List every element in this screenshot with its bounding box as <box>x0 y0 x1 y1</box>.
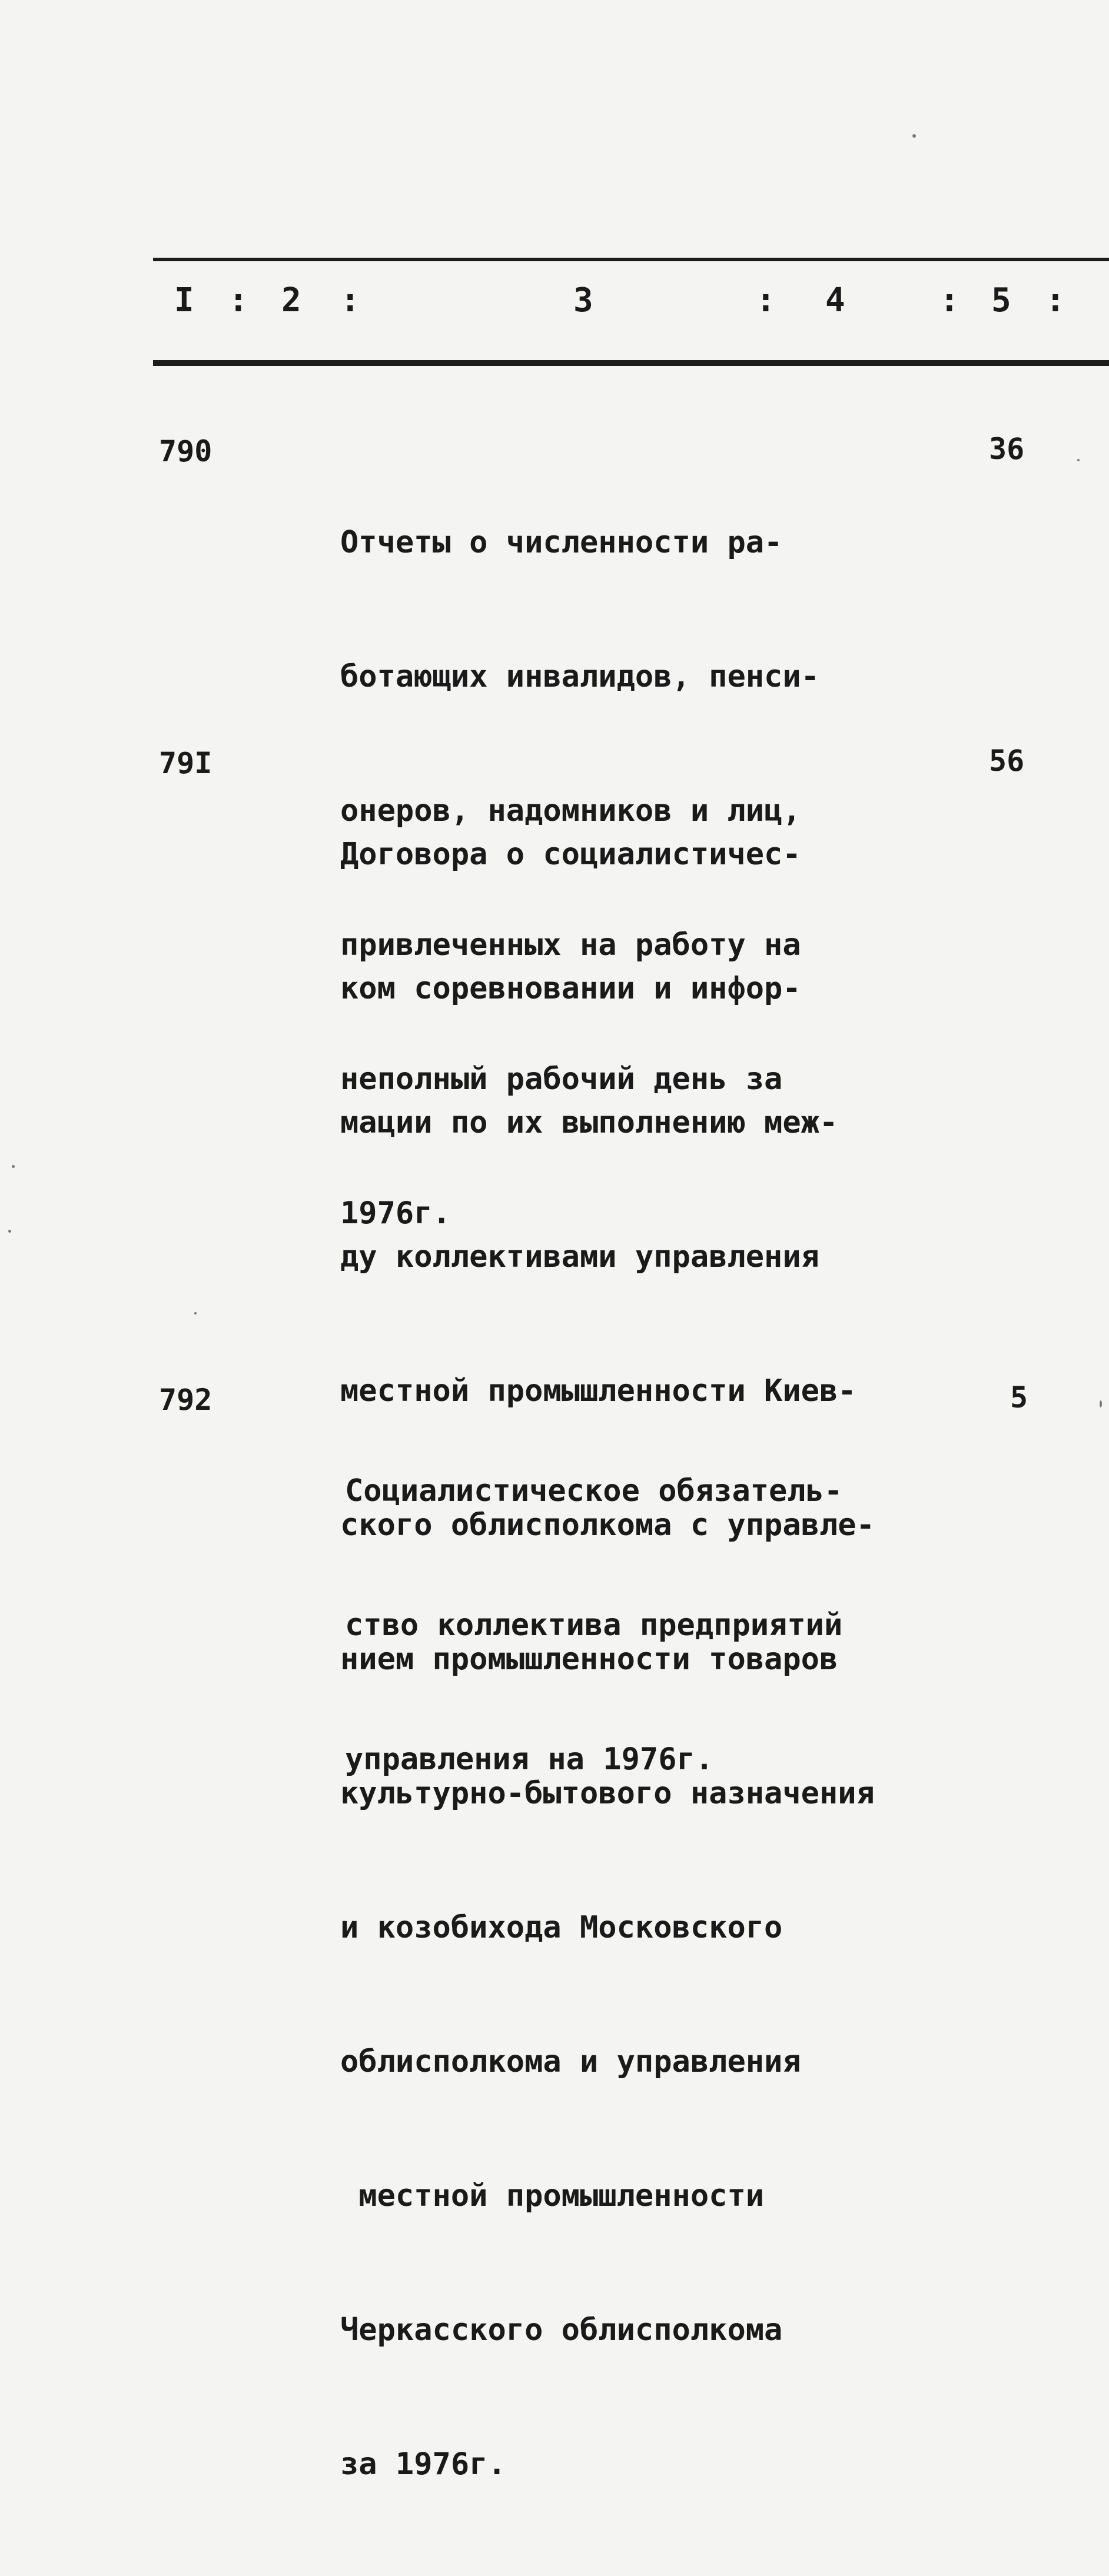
entry-count: 36 <box>989 432 1025 466</box>
description-line: Черкасского облисполкома <box>340 2312 783 2348</box>
description-line: культурно-бытового назначения <box>340 1776 875 1811</box>
entry-count: 5 <box>1010 1380 1028 1415</box>
table-header <box>0 281 1109 328</box>
column-separator: : <box>228 281 248 319</box>
description-line: 1976г. <box>340 1196 451 1231</box>
entry-description <box>345 1379 842 1871</box>
description-line: привлеченных на работу на <box>340 927 801 963</box>
description-line: нием промышленности товаров <box>340 1642 838 1677</box>
scan-speck <box>8 1230 11 1233</box>
description-line: местной промышленности <box>340 2178 765 2214</box>
description-line: управления на 1976г. <box>345 1742 714 1777</box>
entry-number: 79I <box>159 746 212 780</box>
description-line: Договора о социалистичес- <box>340 837 801 872</box>
scan-speck <box>194 1312 197 1314</box>
column-header-2: 2 <box>281 281 301 319</box>
entry-number: 790 <box>159 434 212 468</box>
column-header-1: I <box>174 281 194 319</box>
description-line: мации по их выполнению меж- <box>340 1105 838 1140</box>
description-line: Отчеты о численности ра- <box>340 525 783 560</box>
scan-speck <box>12 1165 15 1168</box>
description-line: ком соревновании и инфор- <box>340 971 801 1006</box>
description-line: ботающих инвалидов, пенси- <box>340 659 819 694</box>
description-line: ского облисполкома с управле- <box>340 1507 875 1543</box>
column-header-3: 3 <box>573 281 593 319</box>
scan-speck <box>1100 1400 1102 1407</box>
description-line: облисполкома и управления <box>340 2044 801 2079</box>
column-separator: : <box>1045 281 1065 319</box>
description-line: Социалистическое обязатель- <box>345 1473 843 1509</box>
column-header-4: 4 <box>825 281 845 319</box>
description-line: и козобихода Московского <box>340 1910 783 1945</box>
scan-speck <box>912 134 916 138</box>
header-top-rule <box>153 258 1109 261</box>
description-line: ство коллектива предприятий <box>345 1607 843 1643</box>
description-line: ду коллективами управления <box>340 1239 819 1274</box>
entry-number: 792 <box>159 1383 212 1417</box>
column-separator: : <box>939 281 959 319</box>
description-line: местной промышленности Киев- <box>340 1373 856 1409</box>
header-bottom-rule <box>153 360 1109 366</box>
column-header-5: 5 <box>991 281 1011 319</box>
column-separator: : <box>756 281 776 319</box>
scan-speck <box>1077 459 1080 461</box>
entry-count: 56 <box>989 744 1025 778</box>
description-line: неполный рабочий день за <box>340 1061 783 1097</box>
column-separator: : <box>340 281 360 319</box>
description-line: за 1976г. <box>340 2447 506 2482</box>
description-line: онеров, надомников и лиц, <box>340 793 801 828</box>
